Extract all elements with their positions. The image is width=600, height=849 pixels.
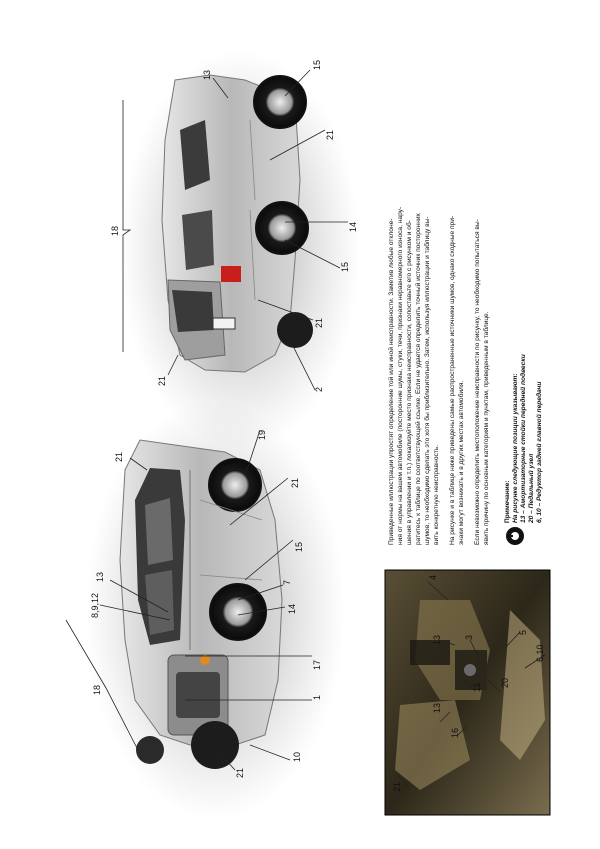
callout-rear-18: 18 [110, 225, 120, 236]
callout-rear-21-hatch: 21 [157, 375, 167, 386]
callout-rear-13: 13 [202, 69, 212, 80]
callout-rear-2: 2 [314, 386, 324, 392]
callout-int-21: 21 [392, 781, 402, 792]
callout-int-13-bottom: 13 [432, 702, 442, 713]
callout-int-4: 4 [428, 574, 438, 580]
body-text [387, 207, 543, 545]
callout-front-15: 15 [294, 541, 304, 552]
paragraph-line-9: Если невозможно определить местоположение неисправности по рисунку, то необходимо попытаться вы- [474, 219, 481, 545]
paragraph-line-8: знаки могут возникать и в других местах автомобиля. [458, 380, 465, 545]
paragraph-line-1: Приведенные иллюстрации упростят определение той или иной неисправности. Заметив любые отклоне- [388, 218, 395, 545]
callout-rear-14: 14 [348, 221, 358, 232]
callout-int-5: 5 [518, 629, 528, 635]
callout-front-14: 14 [287, 603, 297, 614]
callout-rear-21-side: 21 [325, 129, 335, 140]
paragraph-line-7: На рисунке и в таблице ниже приведены самые распространенные источники шумов, однако сходные при- [449, 215, 456, 545]
note-icon [506, 527, 524, 545]
callout-front-21-side: 21 [290, 477, 300, 488]
note-title: Примечание: [504, 480, 511, 523]
note-item-6-10: 6, 10 – Редуктор задней главной передачи [536, 381, 543, 523]
note-item-20: 20 – Педальный узел [528, 453, 535, 523]
callout-front-13: 13 [95, 571, 105, 582]
paragraph-line-6: вить конкретную неисправность. [433, 444, 440, 545]
callout-int-13-top: 13 [432, 634, 442, 645]
callout-int-6-10: 6,10 [535, 644, 545, 662]
callout-int-20: 20 [500, 677, 510, 688]
paragraph-line-3: шения в управлении и т.п.) локализуйте место признака неисправности, сопоставьте его с рисунком и об- [406, 220, 413, 545]
callout-rear-15-bottom: 15 [340, 261, 350, 272]
callout-front-8-9-12: 8,9,12 [90, 592, 100, 618]
callout-front-17: 17 [312, 659, 322, 670]
callout-int-16: 16 [450, 727, 460, 738]
interior-photo [385, 570, 550, 815]
note-intro: На рисунке следующие позиции указывают: [512, 373, 519, 523]
paragraph-line-4: ратитесь к таблице по соответствующей ссылке. Если не удается определить точный источник посторонних [415, 213, 422, 545]
callout-int-11: 11 [472, 682, 482, 692]
paragraph-line-10: явить причину по основным категориям и пунктам, приведенным в таблице. [483, 311, 490, 545]
callout-rear-15-top: 15 [312, 59, 322, 70]
rear-vehicle-illustration [120, 50, 360, 450]
callout-int-3: 3 [464, 634, 474, 640]
callout-rear-21-bottom: 21 [314, 317, 324, 328]
note-item-13: 13 – Амортизаторные стойки передней подвески [520, 354, 527, 523]
note-block [504, 354, 543, 545]
callout-front-7: 7 [282, 579, 292, 585]
paragraph-line-2: ния от нормы на вашем автомобиле (посторонние шумы, стуки, течи, признаки неравномерного износа, нару- [397, 206, 404, 545]
callout-front-18: 18 [92, 684, 102, 695]
callout-front-21-bottom: 21 [235, 767, 245, 778]
callout-front-21-top: 21 [114, 451, 124, 462]
callout-front-10: 10 [292, 751, 302, 762]
callout-front-1: 1 [312, 694, 322, 700]
paragraph-line-5: шумов, то необходимо сделать это хотя бы приблизительно. Затем, используя иллюстрации и таблицу вы- [424, 216, 431, 545]
